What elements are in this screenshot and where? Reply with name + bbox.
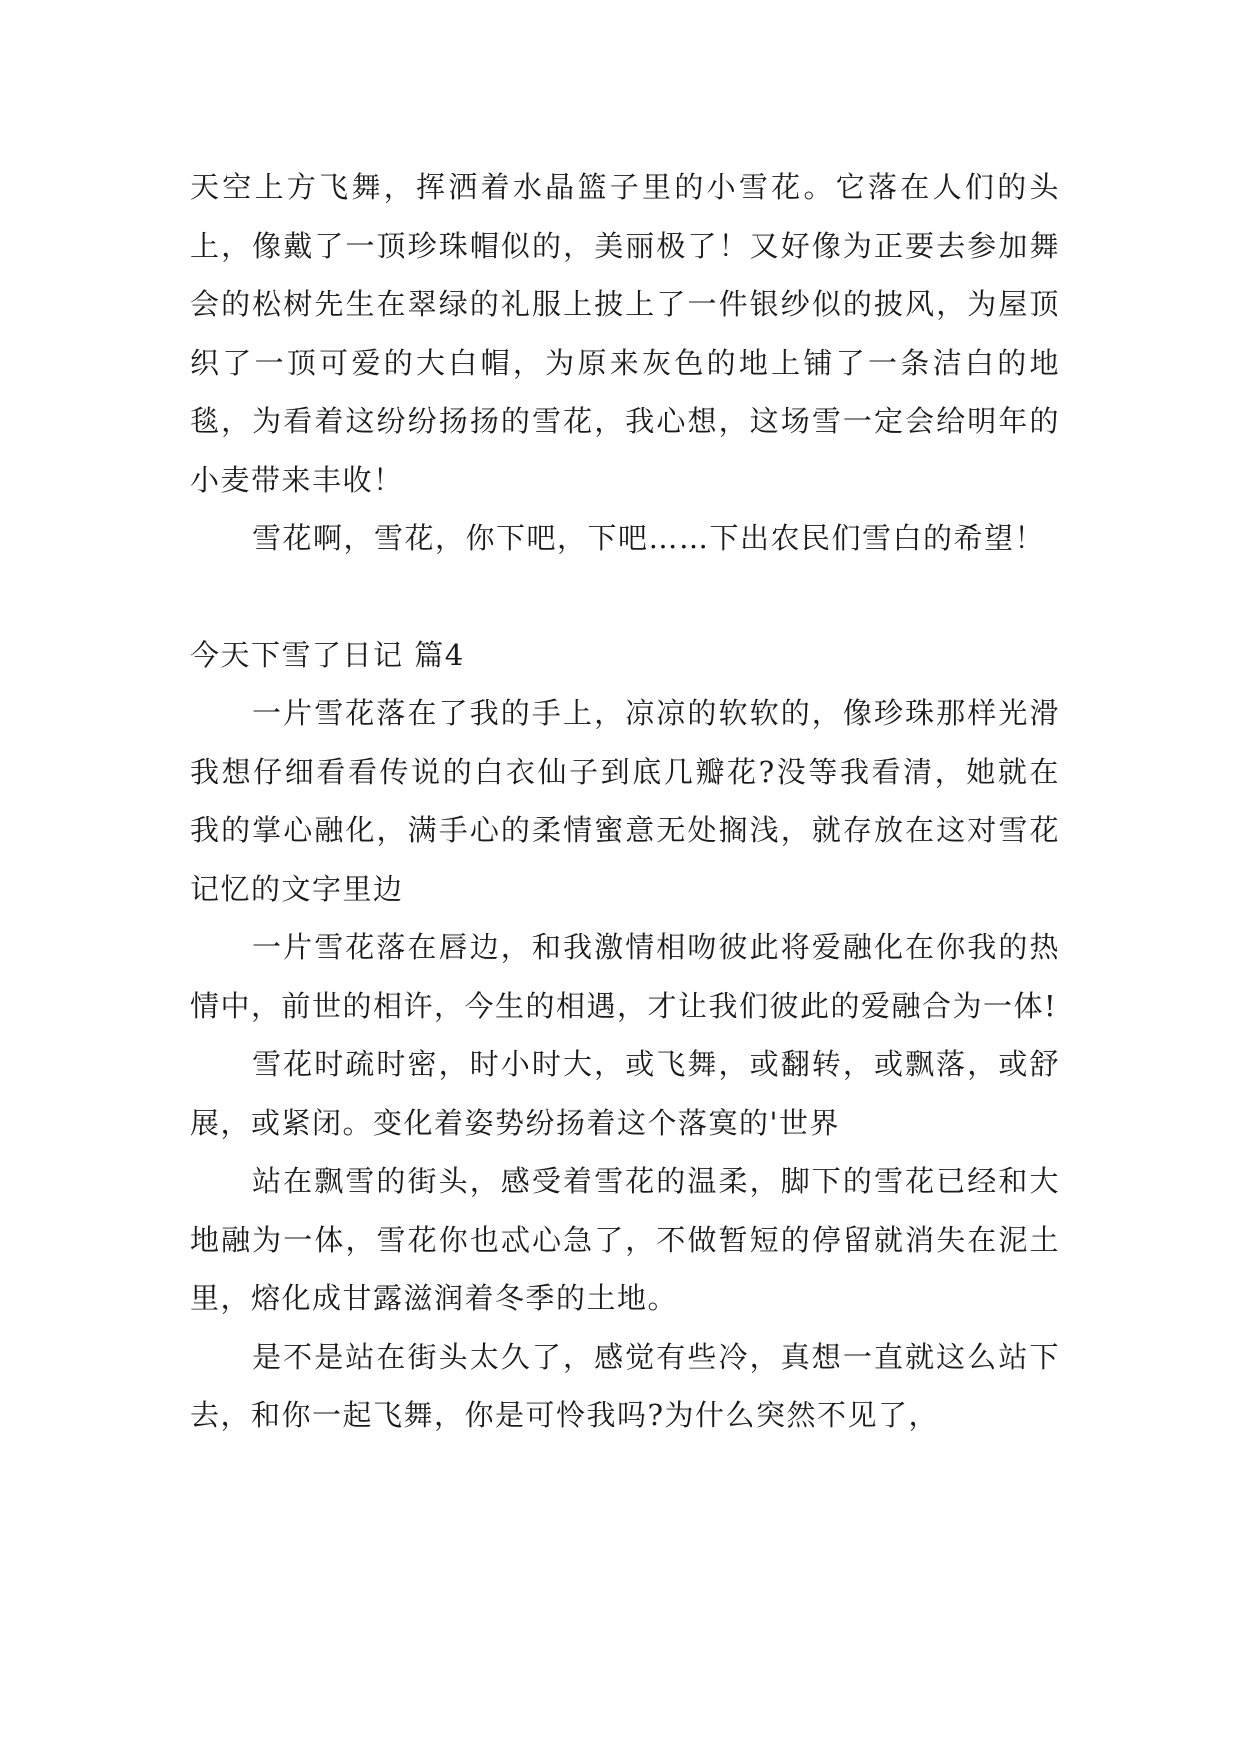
- paragraph-snow-dance: 天空上方飞舞，挥洒着水晶篮子里的小雪花。它落在人们的头上，像戴了一顶珍珠帽似的，美丽极了！又好像为正要去参加舞会的松树先生在翠绿的礼服上披上了一件银纱似的披风，为屋顶织了一顶可爱的大白帽，为原来灰色的地上铺了一条洁白的地毯，为看着这纷纷扬扬的雪花，我心想，这场雪一定会给明年的小麦带来丰收！: [190, 170, 1060, 497]
- paragraph-standing-street: 是不是站在街头太久了，感觉有些冷，真想一直就这么站下去，和你一起飞舞，你是可怜我吗?为什么突然不见了，: [190, 1339, 1060, 1432]
- paragraph-snowflake-hand: 一片雪花落在了我的手上，凉凉的软软的，像珍珠那样光滑我想仔细看看传说的白衣仙子到底几瓣花?没等我看清，她就在我的掌心融化，满手心的柔情蜜意无处搁浅，就存放在这对雪花记忆的文字里边: [190, 696, 1060, 906]
- paragraph-snow-hope: 雪花啊，雪花，你下吧，下吧……下出农民们雪白的希望！: [252, 521, 1046, 555]
- document-body: [190, 158, 1060, 1445]
- paragraph-snowflake-lips: 一片雪花落在唇边，和我激情相吻彼此将爱融化在你我的热情中，前世的相许，今生的相遇，才让我们彼此的爱融合为一体!: [190, 930, 1060, 1023]
- section-heading: 今天下雪了日记 篇4: [190, 637, 465, 672]
- paragraph-street-snow: 站在飘雪的街头，感受着雪花的温柔，脚下的雪花已经和大地融为一体，雪花你也忒心急了，不做暂短的停留就消失在泥土里，熔化成甘露滋润着冬季的土地。: [190, 1164, 1060, 1315]
- paragraph-snowflake-change: 雪花时疏时密，时小时大，或飞舞，或翻转，或飘落，或舒展，或紧闭。变化着姿势纷扬着这个落寞的'世界: [190, 1047, 1060, 1140]
